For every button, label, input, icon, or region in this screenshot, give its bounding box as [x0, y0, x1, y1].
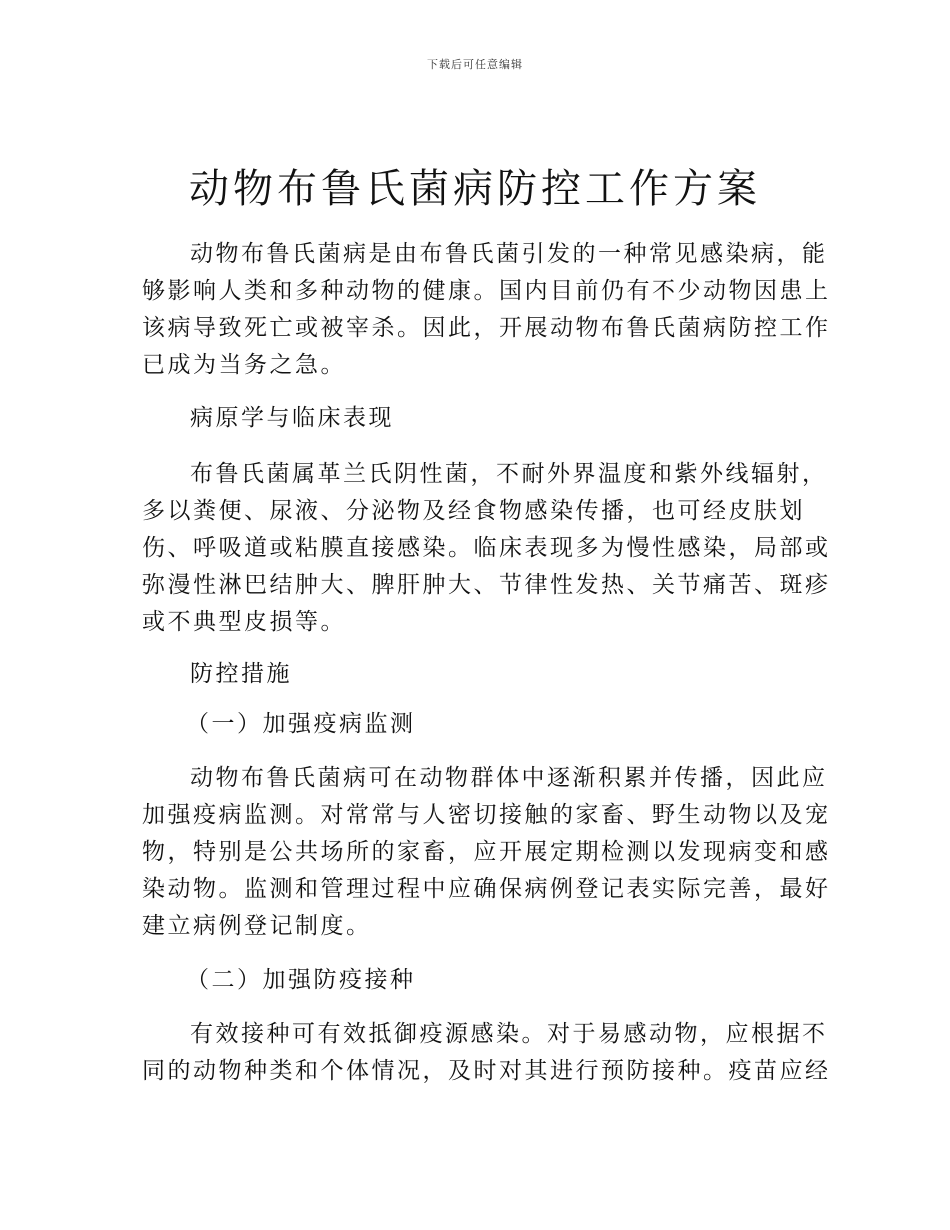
monitoring-line: 动物布鲁氏菌病可在动物群体中逐渐积累并传播，因此应 [190, 765, 828, 791]
pathology-line: 伤、呼吸道或粘膜直接感染。临床表现多为慢性感染，局部或 [142, 535, 831, 561]
pathology-line: 布鲁氏菌属革兰氏阴性菌，不耐外界温度和紫外线辐射， [190, 461, 828, 487]
section-heading-measures [142, 656, 814, 693]
intro-line: 够影响人类和多种动物的健康。国内目前仍有不少动物因患上 [142, 278, 831, 304]
subsection-heading-text: （二）加强防疫接种 [186, 967, 416, 993]
monitoring-line: 物，特别是公共场所的家畜，应开展定期检测以发现病变和感 [142, 839, 831, 865]
section-heading-text: 病原学与临床表现 [190, 405, 394, 431]
subsection-heading-monitoring [142, 706, 814, 743]
vaccination-line: 有效接种可有效抵御疫源感染。对于易感动物，应根据不 [190, 1021, 828, 1047]
subsection-heading-vaccination [142, 962, 814, 999]
page-header-note: 下载后可任意编辑 [427, 58, 523, 71]
intro-line: 该病导致死亡或被宰杀。因此，开展动物布鲁氏菌病防控工作 [142, 315, 831, 341]
intro-paragraph [142, 236, 831, 384]
intro-line: 动物布鲁氏菌病是由布鲁氏菌引发的一种常见感染病，能 [190, 241, 828, 267]
pathology-line: 多以粪便、尿液、分泌物及经食物感染传播，也可经皮肤划 [142, 498, 805, 524]
vaccination-paragraph [142, 1016, 831, 1090]
intro-line: 已成为当务之急。 [142, 352, 346, 378]
vaccination-line: 同的动物种类和个体情况，及时对其进行预防接种。疫苗应经 [142, 1058, 831, 1084]
pathology-paragraph [142, 456, 831, 641]
monitoring-paragraph [142, 760, 831, 945]
subsection-heading-text: （一）加强疫病监测 [186, 711, 416, 737]
document-title: 动物布鲁氏菌病防控工作方案 [189, 166, 761, 212]
monitoring-line: 染动物。监测和管理过程中应确保病例登记表实际完善，最好 [142, 876, 831, 902]
monitoring-line: 加强疫病监测。对常常与人密切接触的家畜、野生动物以及宠 [142, 802, 831, 828]
pathology-line: 弥漫性淋巴结肿大、脾肝肿大、节律性发热、关节痛苦、斑疹 [142, 572, 831, 598]
section-heading-pathology [142, 400, 814, 437]
section-heading-text: 防控措施 [190, 661, 292, 687]
pathology-line: 或不典型皮损等。 [142, 609, 346, 635]
monitoring-line: 建立病例登记制度。 [142, 913, 372, 939]
